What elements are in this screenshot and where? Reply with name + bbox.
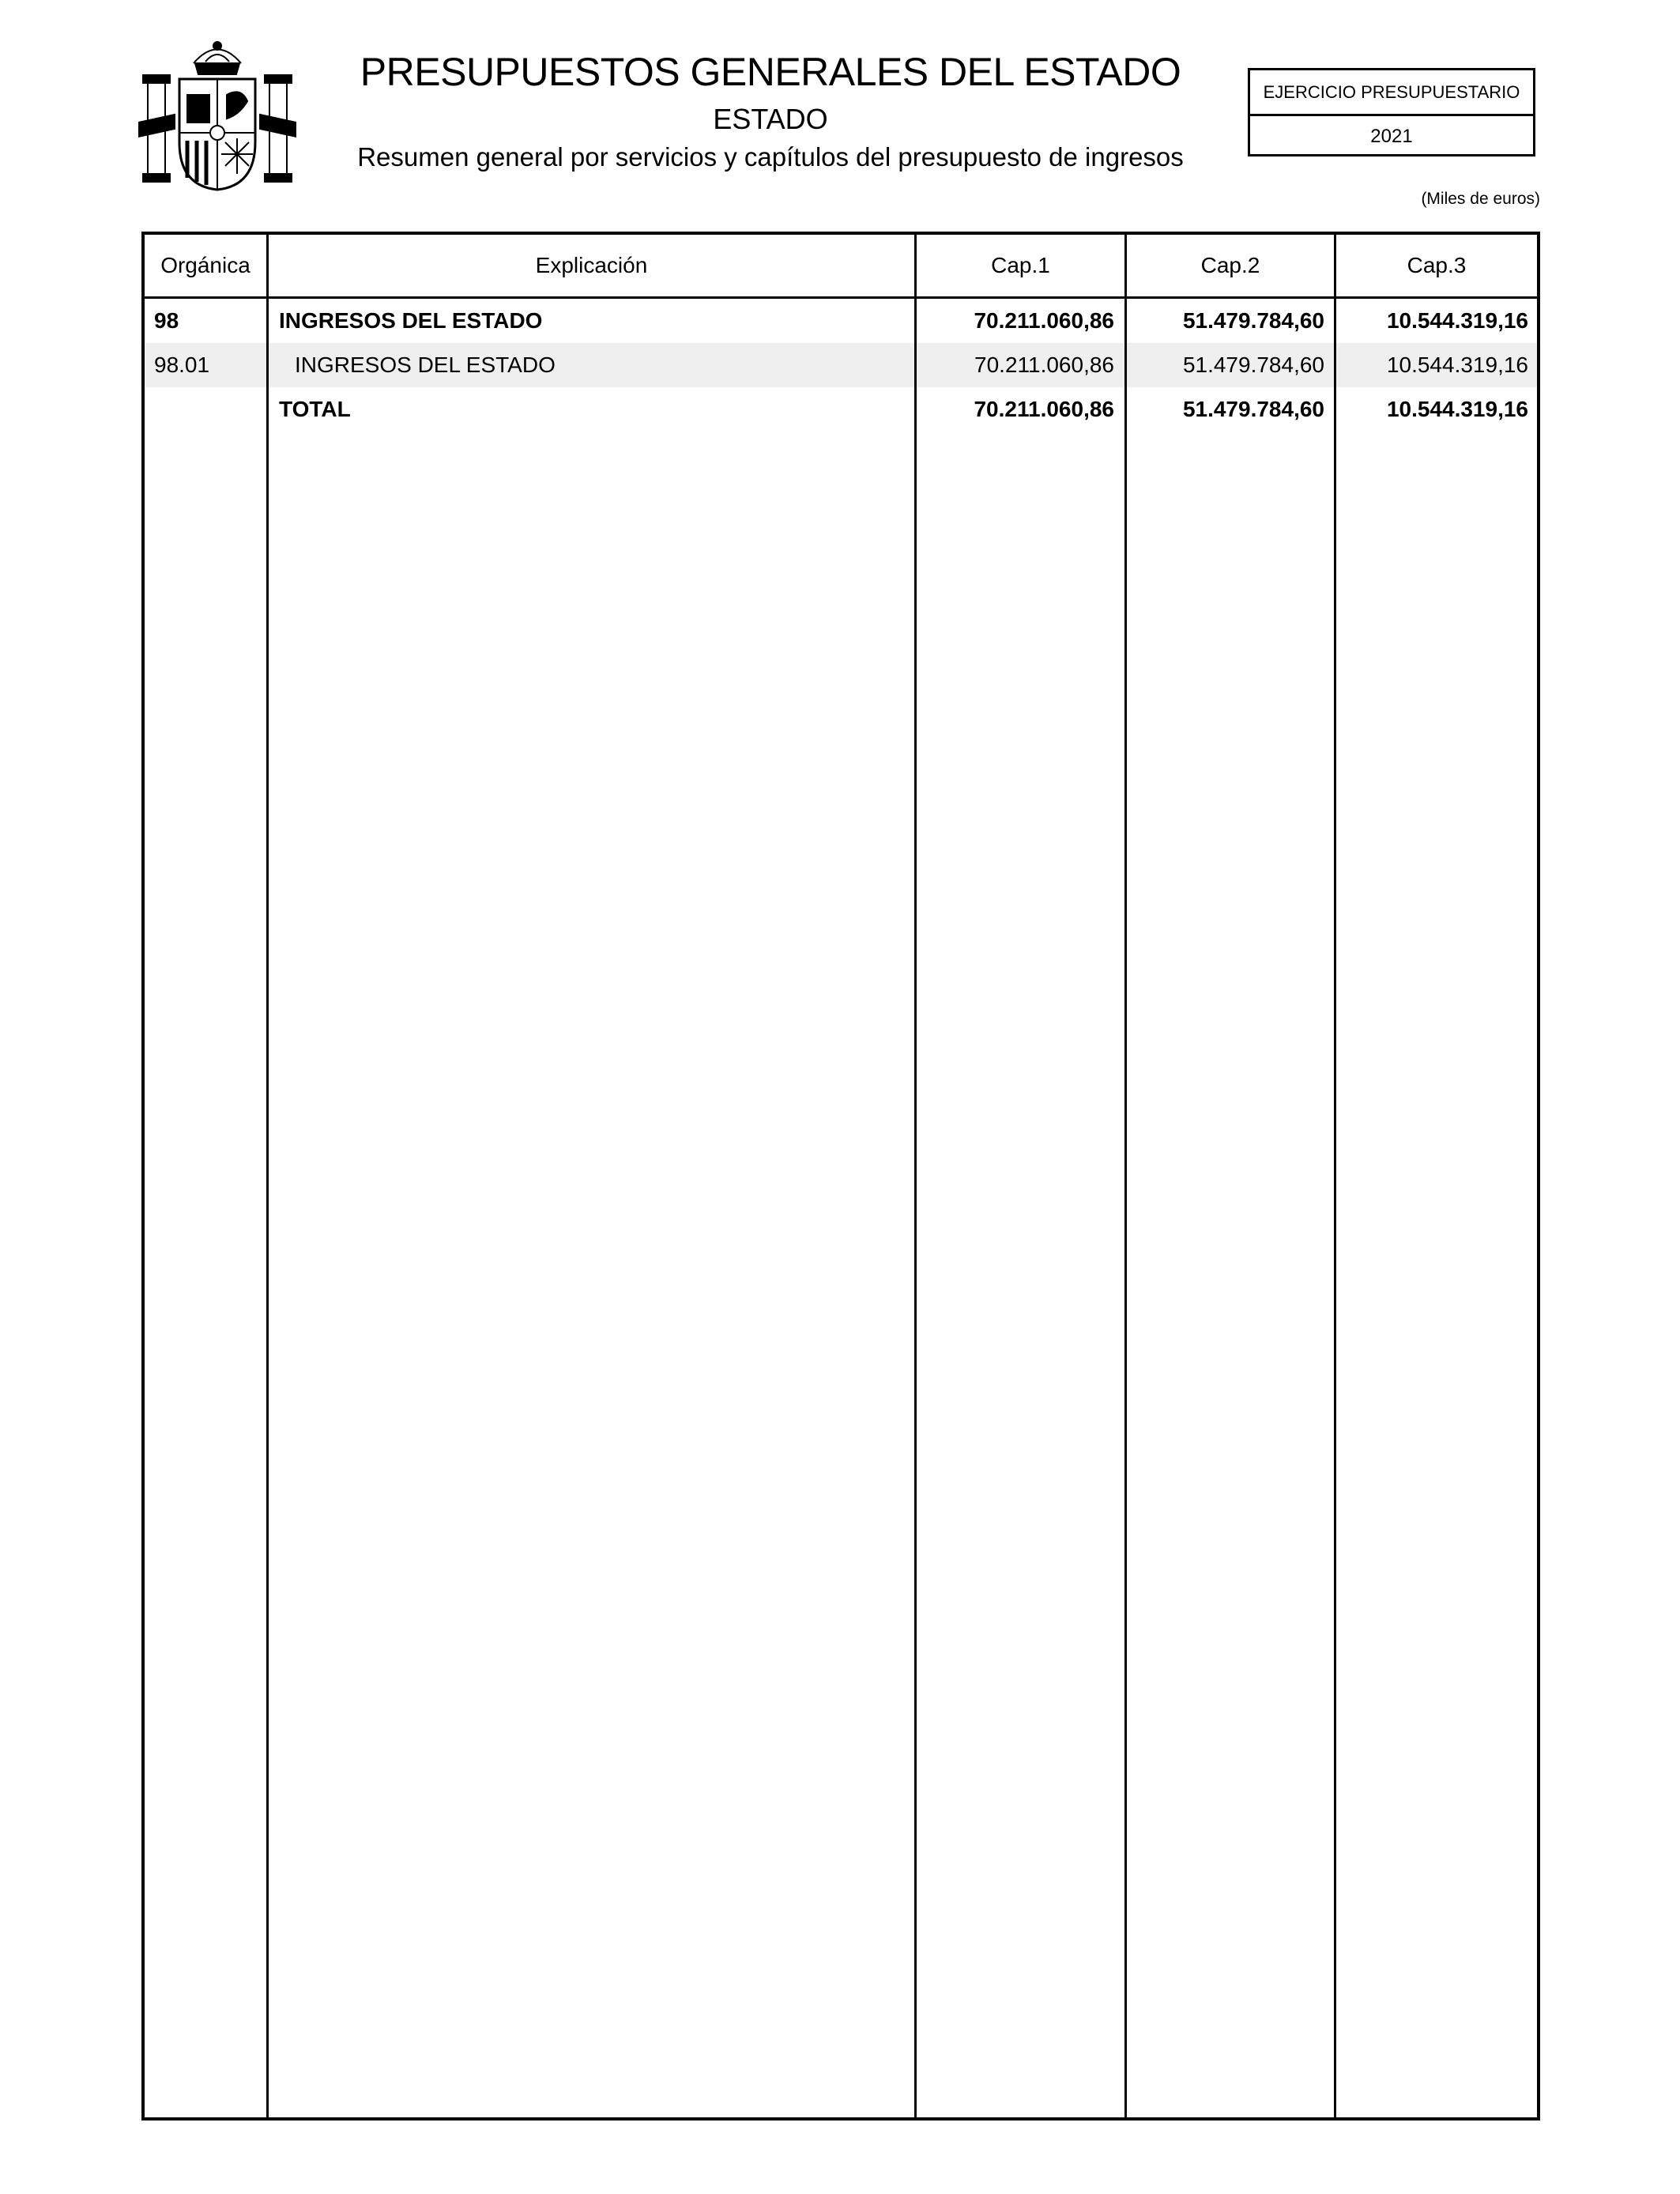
ejercicio-label: EJERCICIO PRESUPUESTARIO [1250, 70, 1533, 116]
table-row [145, 299, 1537, 343]
col-header-organica: Orgánica [160, 253, 250, 277]
budget-table [141, 232, 1540, 2120]
page-subtitle: ESTADO [713, 103, 828, 135]
cell-cap3: 10.544.319,16 [1386, 308, 1528, 333]
cell-cap3: 10.544.319,16 [1386, 397, 1528, 421]
column-divider [914, 235, 917, 2117]
cell-organica: 98.01 [154, 352, 210, 377]
cell-cap1: 70.211.060,86 [974, 308, 1114, 333]
col-header-explicacion: Explicación [535, 253, 648, 277]
cell-explicacion: INGRESOS DEL ESTADO [279, 308, 543, 333]
ejercicio-year: 2021 [1370, 125, 1413, 147]
cell-cap2: 51.479.784,60 [1182, 352, 1324, 377]
cell-explicacion: TOTAL [279, 397, 351, 421]
col-header-cap3: Cap.3 [1407, 253, 1467, 277]
page-title: PRESUPUESTOS GENERALES DEL ESTADO [360, 50, 1181, 94]
cell-cap1: 70.211.060,86 [974, 352, 1114, 377]
header-divider [145, 296, 1537, 299]
table-row [145, 343, 1537, 387]
table-row-total [145, 387, 1537, 432]
col-header-cap1: Cap.1 [991, 253, 1050, 277]
column-divider [1124, 235, 1127, 2117]
column-divider [266, 235, 269, 2117]
cell-cap2: 51.479.784,60 [1182, 397, 1324, 421]
col-header-cap2: Cap.2 [1200, 253, 1260, 277]
cell-cap1: 70.211.060,86 [974, 397, 1114, 421]
cell-cap2: 51.479.784,60 [1182, 308, 1324, 333]
ejercicio-box [1248, 68, 1535, 156]
cell-cap3: 10.544.319,16 [1386, 352, 1528, 377]
column-divider [1334, 235, 1336, 2117]
cell-explicacion: INGRESOS DEL ESTADO [295, 352, 556, 377]
units-note: (Miles de euros) [1421, 190, 1540, 208]
page-description: Resumen general por servicios y capítulos del presupuesto de ingresos [357, 142, 1184, 172]
cell-organica: 98 [154, 308, 179, 333]
coat-of-arms-logo [138, 40, 296, 194]
